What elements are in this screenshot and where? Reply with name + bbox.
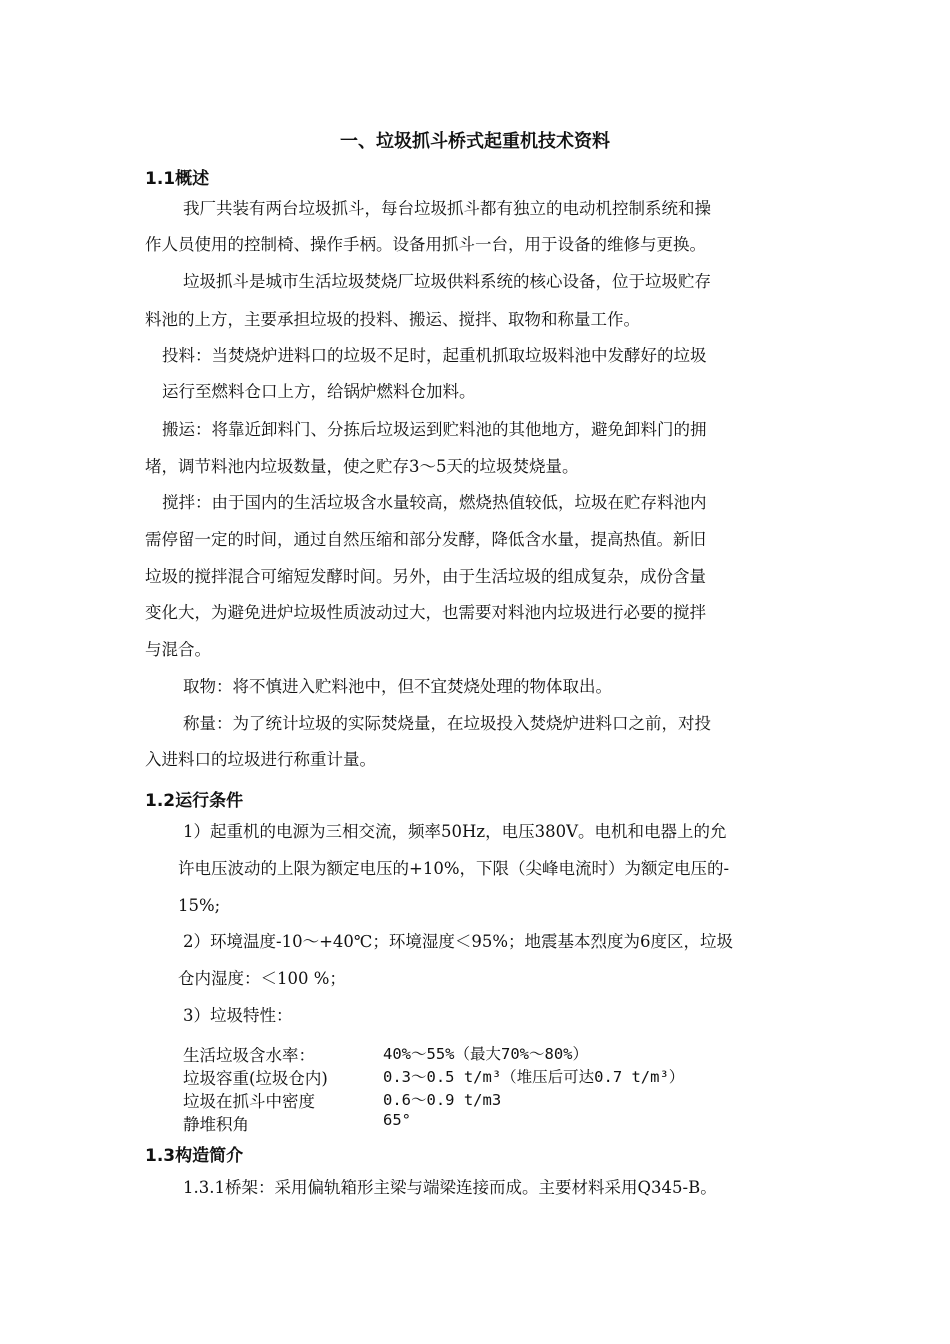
paragraph-line: 许电压波动的上限为额定电压的+10%，下限（尖峰电流时）为额定电压的- — [178, 859, 730, 878]
paragraph-line: 垃圾抓斗是城市生活垃圾焚烧厂垃圾供料系统的核心设备，位于垃圾贮存 — [183, 272, 711, 291]
paragraph-line: 2）环境温度-10～+40℃；环境湿度＜95%；地震基本烈度为6度区，垃圾 — [183, 932, 734, 951]
property-value: 0.3～0.5 t/m³（堆压后可达0.7 t/m³） — [383, 1068, 685, 1086]
property-value: 40%～55%（最大70%～80%） — [383, 1045, 588, 1063]
paragraph-line: 1.3.1桥架：采用偏轨箱形主梁与端梁连接而成。主要材料采用Q345-B。 — [183, 1178, 717, 1197]
paragraph-line: 1）起重机的电源为三相交流，频率50Hz，电压380V。电机和电器上的允 — [183, 822, 727, 841]
paragraph-line: 运行至燃料仓口上方，给锅炉燃料仓加料。 — [162, 382, 476, 401]
property-value: 0.6～0.9 t/m3 — [383, 1091, 502, 1109]
paragraph-line: 15%; — [178, 896, 221, 915]
paragraph-line: 作人员使用的控制椅、操作手柄。设备用抓斗一台，用于设备的维修与更换。 — [145, 235, 706, 254]
page-title: 一、垃圾抓斗桥式起重机技术资料 — [340, 131, 610, 152]
paragraph-line: 搅拌：由于国内的生活垃圾含水量较高，燃烧热值较低，垃圾在贮存料池内 — [162, 493, 707, 512]
paragraph-line: 搬运：将靠近卸料门、分拣后垃圾运到贮料池的其他地方，避免卸料门的拥 — [162, 420, 707, 439]
paragraph-line: 入进料口的垃圾进行称重计量。 — [145, 750, 376, 769]
paragraph-line: 称量：为了统计垃圾的实际焚烧量，在垃圾投入焚烧炉进料口之前，对投 — [183, 714, 711, 733]
paragraph-line: 变化大，为避免进炉垃圾性质波动过大，也需要对料池内垃圾进行必要的搅拌 — [145, 603, 706, 622]
property-name: 垃圾容重(垃圾仓内) — [183, 1069, 328, 1088]
paragraph-line: 需停留一定的时间，通过自然压缩和部分发酵，降低含水量，提高热值。新旧 — [145, 530, 706, 549]
paragraph-line: 垃圾的搅拌混合可缩短发酵时间。另外，由于生活垃圾的组成复杂，成份含量 — [145, 567, 706, 586]
paragraph-line: 投料：当焚烧炉进料口的垃圾不足时，起重机抓取垃圾料池中发酵好的垃圾 — [162, 346, 707, 365]
section-heading-1-3: 1.3构造简介 — [145, 1146, 244, 1166]
section-heading-1-2: 1.2运行条件 — [145, 791, 244, 811]
paragraph-line: 仓内湿度：＜100 %； — [178, 969, 346, 988]
paragraph-line: 料池的上方，主要承担垃圾的投料、搬运、搅拌、取物和称量工作。 — [145, 310, 640, 329]
paragraph-line: 3）垃圾特性： — [183, 1006, 293, 1025]
property-name: 生活垃圾含水率： — [183, 1046, 315, 1065]
paragraph-line: 堵，调节料池内垃圾数量，使之贮存3～5天的垃圾焚烧量。 — [145, 457, 579, 476]
property-value: 65° — [383, 1111, 411, 1129]
property-name: 静堆积角 — [183, 1115, 249, 1134]
paragraph-line: 我厂共装有两台垃圾抓斗，每台垃圾抓斗都有独立的电动机控制系统和操 — [183, 199, 711, 218]
property-name: 垃圾在抓斗中密度 — [183, 1092, 315, 1111]
section-heading-1-1: 1.1概述 — [145, 169, 210, 189]
paragraph-line: 取物：将不慎进入贮料池中，但不宜焚烧处理的物体取出。 — [183, 677, 612, 696]
paragraph-line: 与混合。 — [145, 640, 211, 659]
